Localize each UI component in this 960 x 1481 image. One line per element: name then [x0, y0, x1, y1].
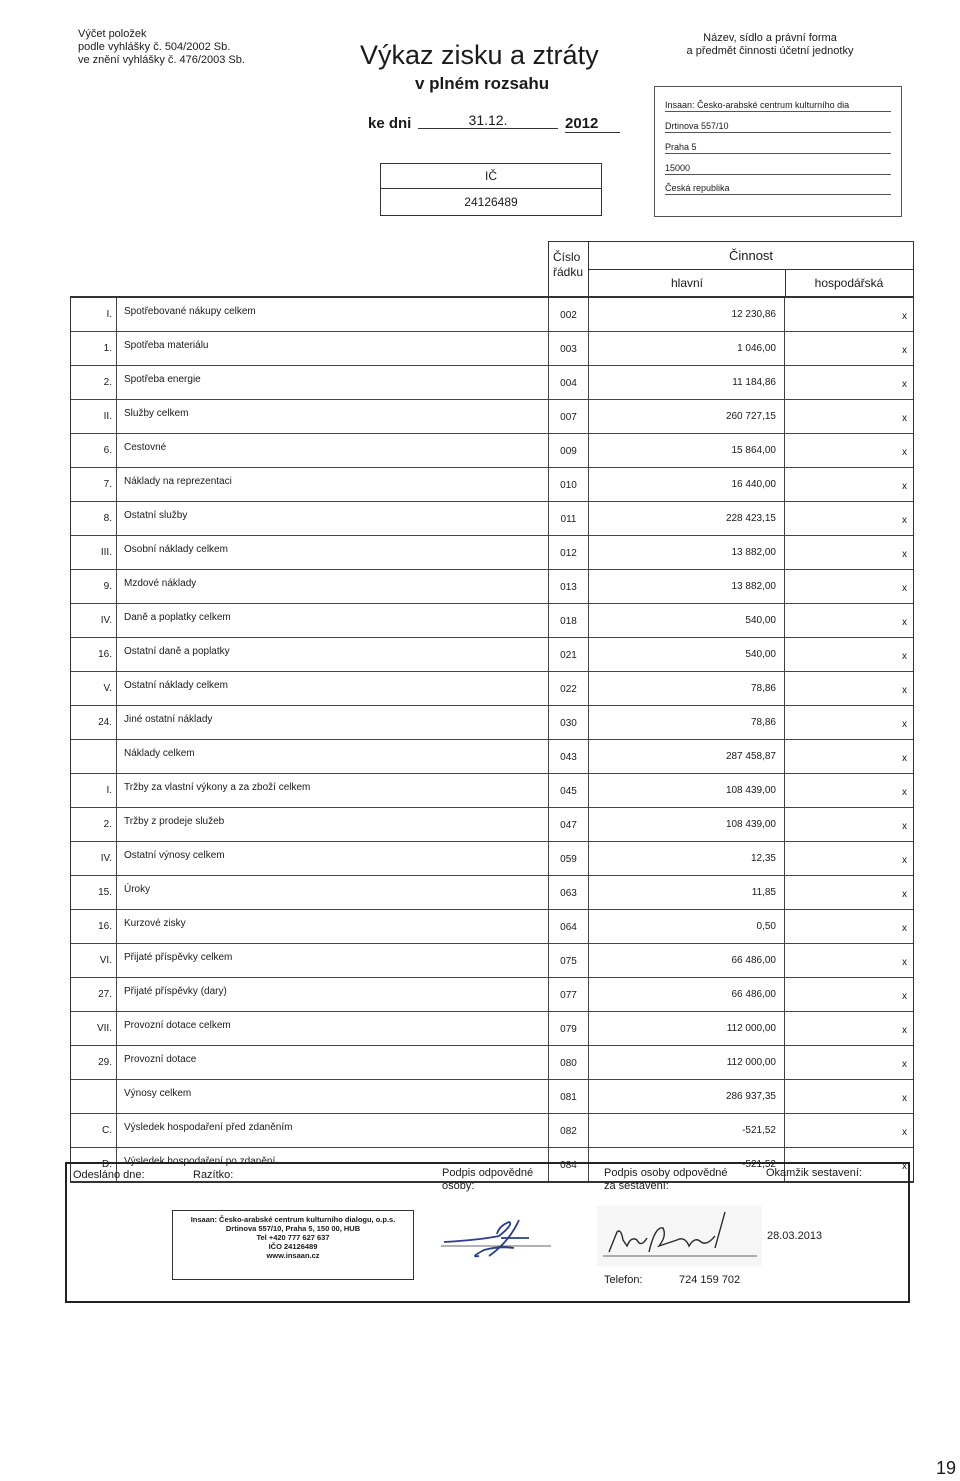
row-number: 27.: [71, 978, 117, 1011]
row-code: 064: [549, 910, 589, 943]
row-value-main: 78,86: [589, 672, 785, 705]
row-value-economic: x: [902, 1093, 907, 1104]
table-row: [71, 774, 913, 808]
org-box: [654, 86, 902, 217]
row-name: Náklady na reprezentaci: [117, 468, 549, 501]
row-code: 012: [549, 536, 589, 569]
row-name: Ostatní daně a poplatky: [117, 638, 549, 671]
row-value-economic: x: [902, 889, 907, 900]
row-value-main: 286 937,35: [589, 1080, 785, 1113]
row-code: 084: [549, 1148, 589, 1181]
ic-value: 24126489: [464, 195, 518, 209]
row-value-main: 11 184,86: [589, 366, 785, 399]
table-row: [71, 876, 913, 910]
row-name: Výsledek hospodaření před zdaněním: [117, 1114, 549, 1147]
row-value-economic: x: [902, 515, 907, 526]
row-code: 010: [549, 468, 589, 501]
row-number: 2.: [71, 808, 117, 841]
page-number: 19: [935, 1458, 956, 1478]
row-name: Spotřebované nákupy celkem: [117, 298, 549, 331]
row-value-main: -521,52: [589, 1148, 785, 1181]
org-header-line-1: Název, sídlo a právní forma: [703, 32, 837, 44]
stamp-line: www.insaan.cz: [266, 1251, 320, 1260]
row-code: 022: [549, 672, 589, 705]
row-code: 009: [549, 434, 589, 467]
row-value-economic: x: [902, 549, 907, 560]
stamp-label: Razítko:: [193, 1169, 234, 1181]
header-cinnost: Činnost: [589, 242, 913, 270]
org-header: [650, 32, 890, 58]
compiled-at-label: Okamžik sestavení:: [766, 1167, 862, 1179]
row-number: 8.: [71, 502, 117, 535]
table-row: [71, 740, 913, 774]
row-name: Kurzové zisky: [117, 910, 549, 943]
row-value-main: 15 864,00: [589, 434, 785, 467]
row-code: 002: [549, 298, 589, 331]
row-number: [71, 1080, 117, 1113]
row-number: VI.: [71, 944, 117, 977]
row-name: Náklady celkem: [117, 740, 549, 773]
regulation-line-3: ve znění vyhlášky č. 476/2003 Sb.: [78, 54, 245, 66]
stamp-line: Insaan: Česko-arabské centrum kulturního dialogu, o.p.s.: [190, 1215, 396, 1224]
row-code: 018: [549, 604, 589, 637]
row-number: 15.: [71, 876, 117, 909]
row-number: D.: [71, 1148, 117, 1181]
row-number: 1.: [71, 332, 117, 365]
year-value: 2012: [565, 115, 620, 133]
row-name: Přijaté příspěvky celkem: [117, 944, 549, 977]
row-value-main: 260 727,15: [589, 400, 785, 433]
row-value-main: 16 440,00: [589, 468, 785, 501]
row-value-economic: x: [902, 991, 907, 1002]
header-hospodarska: hospodářská: [814, 276, 884, 290]
table-row: [71, 332, 913, 366]
row-number: 16.: [71, 910, 117, 943]
regulation-line-1: Výčet položek: [78, 28, 147, 40]
table-row: [71, 400, 913, 434]
responsible-signature-label-1: Podpis odpovědné: [442, 1167, 534, 1179]
row-value-main: 108 439,00: [589, 774, 785, 807]
row-value-main: 108 439,00: [589, 808, 785, 841]
row-code: 081: [549, 1080, 589, 1113]
date-label: ke dni: [368, 115, 412, 132]
table-row: [71, 298, 913, 332]
ic-label: IČ: [381, 164, 601, 189]
row-value-economic: x: [902, 753, 907, 764]
row-code: 011: [549, 502, 589, 535]
regulation-line-2: podle vyhlášky č. 504/2002 Sb.: [78, 41, 231, 53]
row-number: 9.: [71, 570, 117, 603]
row-name: Daně a poplatky celkem: [117, 604, 549, 637]
row-value-main: 228 423,15: [589, 502, 785, 535]
row-value-main: 12,35: [589, 842, 785, 875]
table-row: [71, 468, 913, 502]
row-value-economic: x: [902, 923, 907, 934]
row-number: 7.: [71, 468, 117, 501]
row-number: C.: [71, 1114, 117, 1147]
row-value-economic: x: [902, 345, 907, 356]
table-row: [71, 1012, 913, 1046]
row-name: Cestovné: [117, 434, 549, 467]
org-name: Insaan: Česko-arabské centrum kulturního dia: [665, 99, 891, 112]
table-row: [71, 366, 913, 400]
row-value-economic: x: [902, 651, 907, 662]
org-zip: 15000: [665, 162, 891, 175]
row-code: 063: [549, 876, 589, 909]
row-value-economic: x: [902, 447, 907, 458]
row-value-main: 540,00: [589, 638, 785, 671]
header-cislo: Číslo řádku: [549, 242, 589, 297]
row-number: VII.: [71, 1012, 117, 1045]
row-code: 004: [549, 366, 589, 399]
row-value-main: 13 882,00: [589, 570, 785, 603]
ic-box: [380, 163, 602, 216]
stamp-line: IČO 24126489: [268, 1242, 318, 1251]
phone-label: Telefon:: [604, 1274, 643, 1286]
row-number: 24.: [71, 706, 117, 739]
income-statement-table: [70, 296, 914, 1183]
row-value-economic: x: [902, 855, 907, 866]
row-number: I.: [71, 298, 117, 331]
row-code: 047: [549, 808, 589, 841]
row-name: Spotřeba energie: [117, 366, 549, 399]
row-name: Úroky: [117, 876, 549, 909]
row-number: V.: [71, 672, 117, 705]
row-number: I.: [71, 774, 117, 807]
table-row: [71, 604, 913, 638]
org-country: Česká republika: [665, 182, 891, 195]
row-number: 29.: [71, 1046, 117, 1079]
row-code: 007: [549, 400, 589, 433]
row-value-main: 66 486,00: [589, 944, 785, 977]
row-value-economic: x: [902, 1161, 907, 1172]
row-value-main: 66 486,00: [589, 978, 785, 1011]
row-name: Osobní náklady celkem: [117, 536, 549, 569]
organization-stamp: [172, 1210, 414, 1280]
row-value-economic: x: [902, 311, 907, 322]
stamp-line: Tel +420 777 627 637: [256, 1233, 330, 1242]
row-code: 043: [549, 740, 589, 773]
org-street: Drtinova 557/10: [665, 120, 891, 133]
row-code: 003: [549, 332, 589, 365]
preparer-signature: [597, 1206, 762, 1266]
phone-value: 724 159 702: [679, 1274, 741, 1286]
row-name: Provozní dotace celkem: [117, 1012, 549, 1045]
table-row: [71, 502, 913, 536]
row-number: 6.: [71, 434, 117, 467]
table-row: [71, 842, 913, 876]
table-row: [71, 1114, 913, 1148]
table-row: [71, 638, 913, 672]
row-code: 045: [549, 774, 589, 807]
table-row: [71, 910, 913, 944]
preparer-signature-label-2: za sestavení:: [604, 1180, 669, 1192]
table-row: [71, 944, 913, 978]
row-value-main: 1 046,00: [589, 332, 785, 365]
responsible-signature: [439, 1212, 554, 1262]
row-code: 079: [549, 1012, 589, 1045]
row-value-economic: x: [902, 379, 907, 390]
row-code: 021: [549, 638, 589, 671]
row-name: Přijaté příspěvky (dary): [117, 978, 549, 1011]
regulation-note: [78, 28, 318, 67]
row-value-main: 12 230,86: [589, 298, 785, 331]
row-code: 013: [549, 570, 589, 603]
table-row: [71, 434, 913, 468]
row-name: Mzdové náklady: [117, 570, 549, 603]
row-number: [71, 740, 117, 773]
row-value-economic: x: [902, 957, 907, 968]
row-value-economic: x: [902, 821, 907, 832]
stamp-line: Drtinova 557/10, Praha 5, 150 00, HUB: [225, 1224, 361, 1233]
table-row: [71, 706, 913, 740]
responsible-signature-label-2: osoby:: [442, 1180, 475, 1192]
row-name: Výsledek hospodaření po zdanění: [117, 1148, 549, 1181]
row-value-main: 11,85: [589, 876, 785, 909]
row-code: 082: [549, 1114, 589, 1147]
row-value-main: 112 000,00: [589, 1012, 785, 1045]
row-value-main: 540,00: [589, 604, 785, 637]
row-value-economic: x: [902, 583, 907, 594]
row-name: Provozní dotace: [117, 1046, 549, 1079]
row-number: 2.: [71, 366, 117, 399]
row-value-main: 112 000,00: [589, 1046, 785, 1079]
row-name: Výnosy celkem: [117, 1080, 549, 1113]
row-value-economic: x: [902, 1059, 907, 1070]
row-value-economic: x: [902, 719, 907, 730]
row-name: Ostatní náklady celkem: [117, 672, 549, 705]
row-code: 075: [549, 944, 589, 977]
row-value-main: -521,52: [589, 1114, 785, 1147]
row-value-main: 78,86: [589, 706, 785, 739]
row-code: 077: [549, 978, 589, 1011]
row-name: Tržby z prodeje služeb: [117, 808, 549, 841]
row-number: IV.: [71, 842, 117, 875]
row-value-economic: x: [902, 787, 907, 798]
table-row: [71, 672, 913, 706]
preparer-signature-label-1: Podpis osoby odpovědné: [604, 1167, 728, 1179]
footer-box: [65, 1162, 910, 1303]
row-value-economic: x: [902, 481, 907, 492]
table-header: [548, 241, 914, 298]
page-title: Výkaz zisku a ztráty: [360, 40, 599, 70]
table-row: [71, 1046, 913, 1080]
row-number: II.: [71, 400, 117, 433]
row-name: Služby celkem: [117, 400, 549, 433]
row-value-main: 287 458,87: [589, 740, 785, 773]
table-row: [71, 1080, 913, 1114]
org-header-line-2: a předmět činnosti účetní jednotky: [686, 45, 854, 57]
row-value-economic: x: [902, 617, 907, 628]
row-number: IV.: [71, 604, 117, 637]
table-row: [71, 570, 913, 604]
row-value-main: 13 882,00: [589, 536, 785, 569]
row-value-economic: x: [902, 1127, 907, 1138]
row-name: Jiné ostatní náklady: [117, 706, 549, 739]
table-row: [71, 978, 913, 1012]
table-row: [71, 808, 913, 842]
org-city: Praha 5: [665, 141, 891, 154]
row-name: Ostatní výnosy celkem: [117, 842, 549, 875]
row-code: 080: [549, 1046, 589, 1079]
row-code: 030: [549, 706, 589, 739]
row-value-economic: x: [902, 1025, 907, 1036]
row-number: 16.: [71, 638, 117, 671]
row-code: 059: [549, 842, 589, 875]
row-number: III.: [71, 536, 117, 569]
table-row: [71, 536, 913, 570]
date-value: 31.12.: [418, 112, 558, 129]
page-subtitle: v plném rozsahu: [415, 74, 550, 93]
header-hlavni: hlavní: [589, 269, 786, 297]
row-value-economic: x: [902, 413, 907, 424]
sent-date-label: Odesláno dne:: [73, 1169, 145, 1181]
row-value-economic: x: [902, 685, 907, 696]
compiled-at-value: 28.03.2013: [767, 1230, 823, 1242]
row-name: Tržby za vlastní výkony a za zboží celkem: [117, 774, 549, 807]
row-name: Spotřeba materiálu: [117, 332, 549, 365]
row-value-main: 0,50: [589, 910, 785, 943]
row-name: Ostatní služby: [117, 502, 549, 535]
